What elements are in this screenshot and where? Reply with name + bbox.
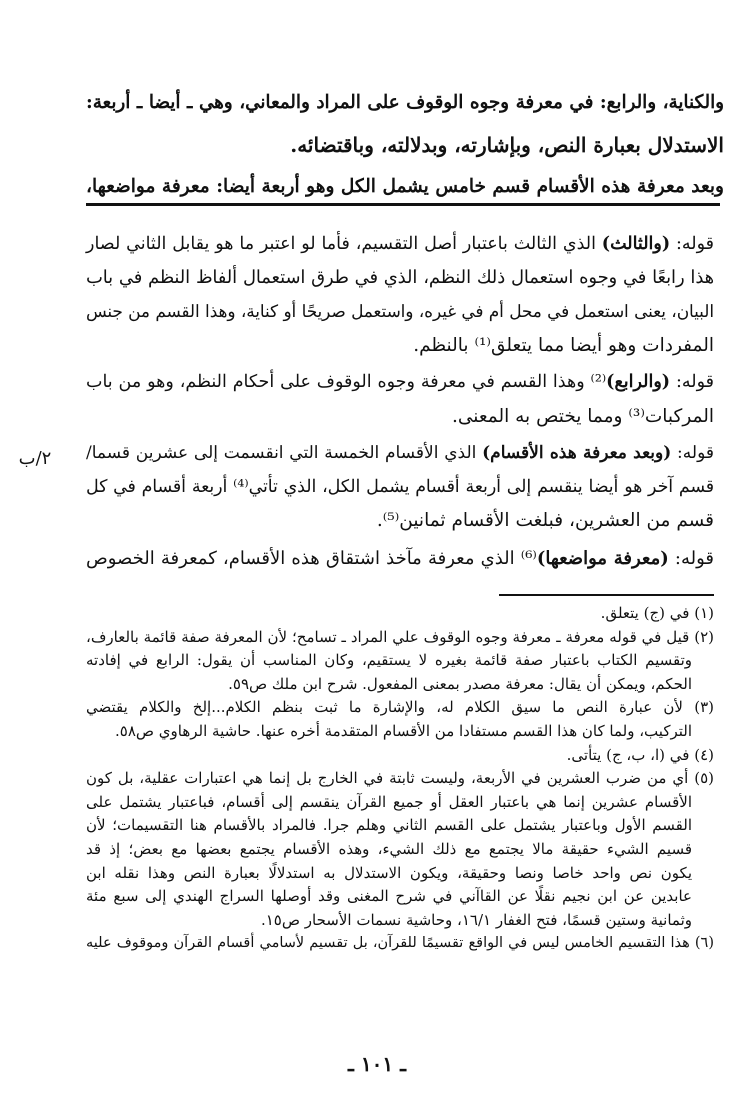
footnote	[86, 602, 714, 626]
footnote-line: (١) في (ج) يتعلق.	[600, 604, 714, 622]
page-number: ـ ١٠١ ـ	[348, 1052, 406, 1076]
quoted-keyword: (والثالث)	[601, 234, 671, 254]
quoted-keyword: (معرفة مواضعها)	[536, 547, 669, 569]
main-text-line: وبعد معرفة هذه الأقسام قسم خامس يشمل الكل وهو أربعة أيضا: معرفة مواضعها،	[86, 176, 724, 197]
footnote-line: الأقسام عشرين إنما هي باعتبار العقل أو جميع القرآن ينقسم إلى أقسام، فباعتبار يشتمل على	[86, 792, 692, 811]
footnote-line: عابدين عن ابن نجيم نقلًا عن القاآني في شرح المغنى وقد أوصلها السراج الهندي إلى سبع مئة	[86, 887, 692, 906]
commentary-line	[86, 366, 714, 400]
quoted-keyword: (والرابع)	[606, 372, 671, 392]
commentary-line	[86, 542, 714, 576]
commentary-block	[86, 228, 714, 579]
main-text-block	[86, 82, 724, 208]
commentary-line: قسم من العشرين، فبلغت الأقسام ثمانين⁽⁵⁾.	[376, 510, 714, 531]
footnote	[86, 696, 714, 743]
footnote	[86, 932, 714, 956]
commentary-paragraph	[86, 366, 714, 433]
commentary-line: المركبات⁽³⁾ ومما يختص به المعنى.	[451, 405, 714, 427]
footnote-line: قسيم الشيء حقيقة مالا يجتمع مع ذلك الشيء، وهذه الأقسام يجتمع بعضها مع بعض؛ إذ قد	[86, 839, 692, 858]
footnote-line: (٦) هذا التقسيم الخامس ليس في الواقع تقسيمًا للقرآن، بل تقسيم لأسامي أقسام القرآن وموقوف عليه	[86, 935, 714, 952]
paragraph-text: ⁽²⁾ وهذا القسم في معرفة وجوه الوقوف على أحكام النظم، وهو من باب	[86, 372, 607, 392]
footnote-line: (٥) أي من ضرب العشرين في الأربعة، وليست ثابتة في الخارج بل إنما هي اعتبارات عقلية، بل كون	[86, 769, 714, 788]
main-text-line: الاستدلال بعبارة النص، وبإشارته، وبدلالته، وباقتضائه.	[290, 133, 724, 157]
footnotes-block	[86, 602, 714, 956]
footnote-line: التركيب، ولما كان هذا القسم مستفادا من الأقسام المتقدمة أخره عنها. حاشية الرهاوي ص٥٨.	[115, 721, 692, 740]
quoted-keyword: (وبعد معرفة هذه الأقسام)	[482, 443, 672, 463]
footnote-line: (٤) في (ا، ب، ج) يتأتى.	[566, 745, 714, 764]
commentary-line: البيان، يعنى استعمل في محل أم في غيره، واستعمل صريحًا أو كناية، وهذا القسم من جنس	[86, 301, 714, 321]
footnote-line: وثمانية وستين قسمًا، فتح الغفار ١٦/١، وحاشية نسمات الأسحار ص١٥.	[260, 910, 692, 929]
paragraph-lead: قوله:	[670, 372, 714, 392]
footnote-divider	[499, 594, 714, 596]
paragraph-lead: قوله:	[670, 234, 714, 254]
commentary-line: هذا رابعًا في وجوه استعمال ذلك النظم، الذي في طرق استعمال ألفاظ النظم في باب	[86, 267, 714, 288]
paragraph-text: ⁽⁶⁾ الذي معرفة مآخذ اشتقاق هذه الأقسام، كمعرفة الخصوص	[86, 547, 537, 569]
main-text-line: والكناية، والرابع: في معرفة وجوه الوقوف على المراد والمعاني، وهي ـ أيضا ـ أربعة:	[86, 92, 724, 113]
commentary-paragraph	[86, 228, 714, 362]
commentary-line: قسم آخر هو أيضا ينقسم إلى أربعة أقسام يشمل الكل، الذي تأتي⁽⁴⁾ أربعة أقسام في كل	[86, 476, 714, 497]
footnote	[86, 744, 714, 768]
commentary-line: المفردات وهو أيضا مما يتعلق⁽¹⁾ بالنظم.	[413, 334, 714, 356]
commentary-paragraph	[86, 542, 714, 576]
footnote-line: وتقسيم الكتاب باعتبار صفة قائمة بغيره لا يستقيم، وكان المناسب أن يقول: الرابع في إفادته	[86, 651, 692, 670]
footnote-line: (٣) لأن عبارة النص ما سيق الكلام له، والإشارة ما ثبت بنظم الكلام...إلخ والكلام يقتضي	[86, 698, 714, 717]
footnote-line: (٢) قيل في قوله معرفة ـ معرفة وجوه الوقوف علي المراد ـ تسامح؛ لأن المعرفة صفة قائمة بالعارف،	[86, 627, 714, 646]
footnote-line: يكون نص واحد خاصا ونصا وحقيقة، ويكون الاستدلال به استدلالًا بعبارة النص وهذا نقله ابن	[86, 863, 692, 882]
footnote	[86, 626, 714, 697]
footnote-line: الحكم، ويمكن أن يقال: معرفة مصدر بمعنى المفعول. شرح ابن ملك ص٥٩.	[228, 674, 692, 693]
paragraph-text: الذي الأقسام الخمسة التي انقسمت إلى عشرين قسما/	[86, 443, 483, 463]
commentary-paragraph	[86, 437, 714, 538]
commentary-line	[86, 437, 714, 471]
paragraph-lead: قوله:	[671, 443, 714, 463]
footnote	[86, 767, 714, 932]
paragraph-text: الذي الثالث باعتبار أصل التقسيم، فأما لو اعتبر ما هو يقابل الثاني لصار	[86, 234, 602, 254]
paragraph-lead: قوله:	[668, 547, 714, 569]
commentary-line	[86, 228, 714, 262]
footnote-line: القسم الأول وباعتبار يشتمل على القسم الثاني وهلم جرا. فالمراد بالأقسام هنا التقسيمات؛ لأن	[86, 816, 692, 835]
manuscript-folio-marker: ٢/ب	[18, 448, 52, 469]
section-divider	[86, 203, 720, 206]
